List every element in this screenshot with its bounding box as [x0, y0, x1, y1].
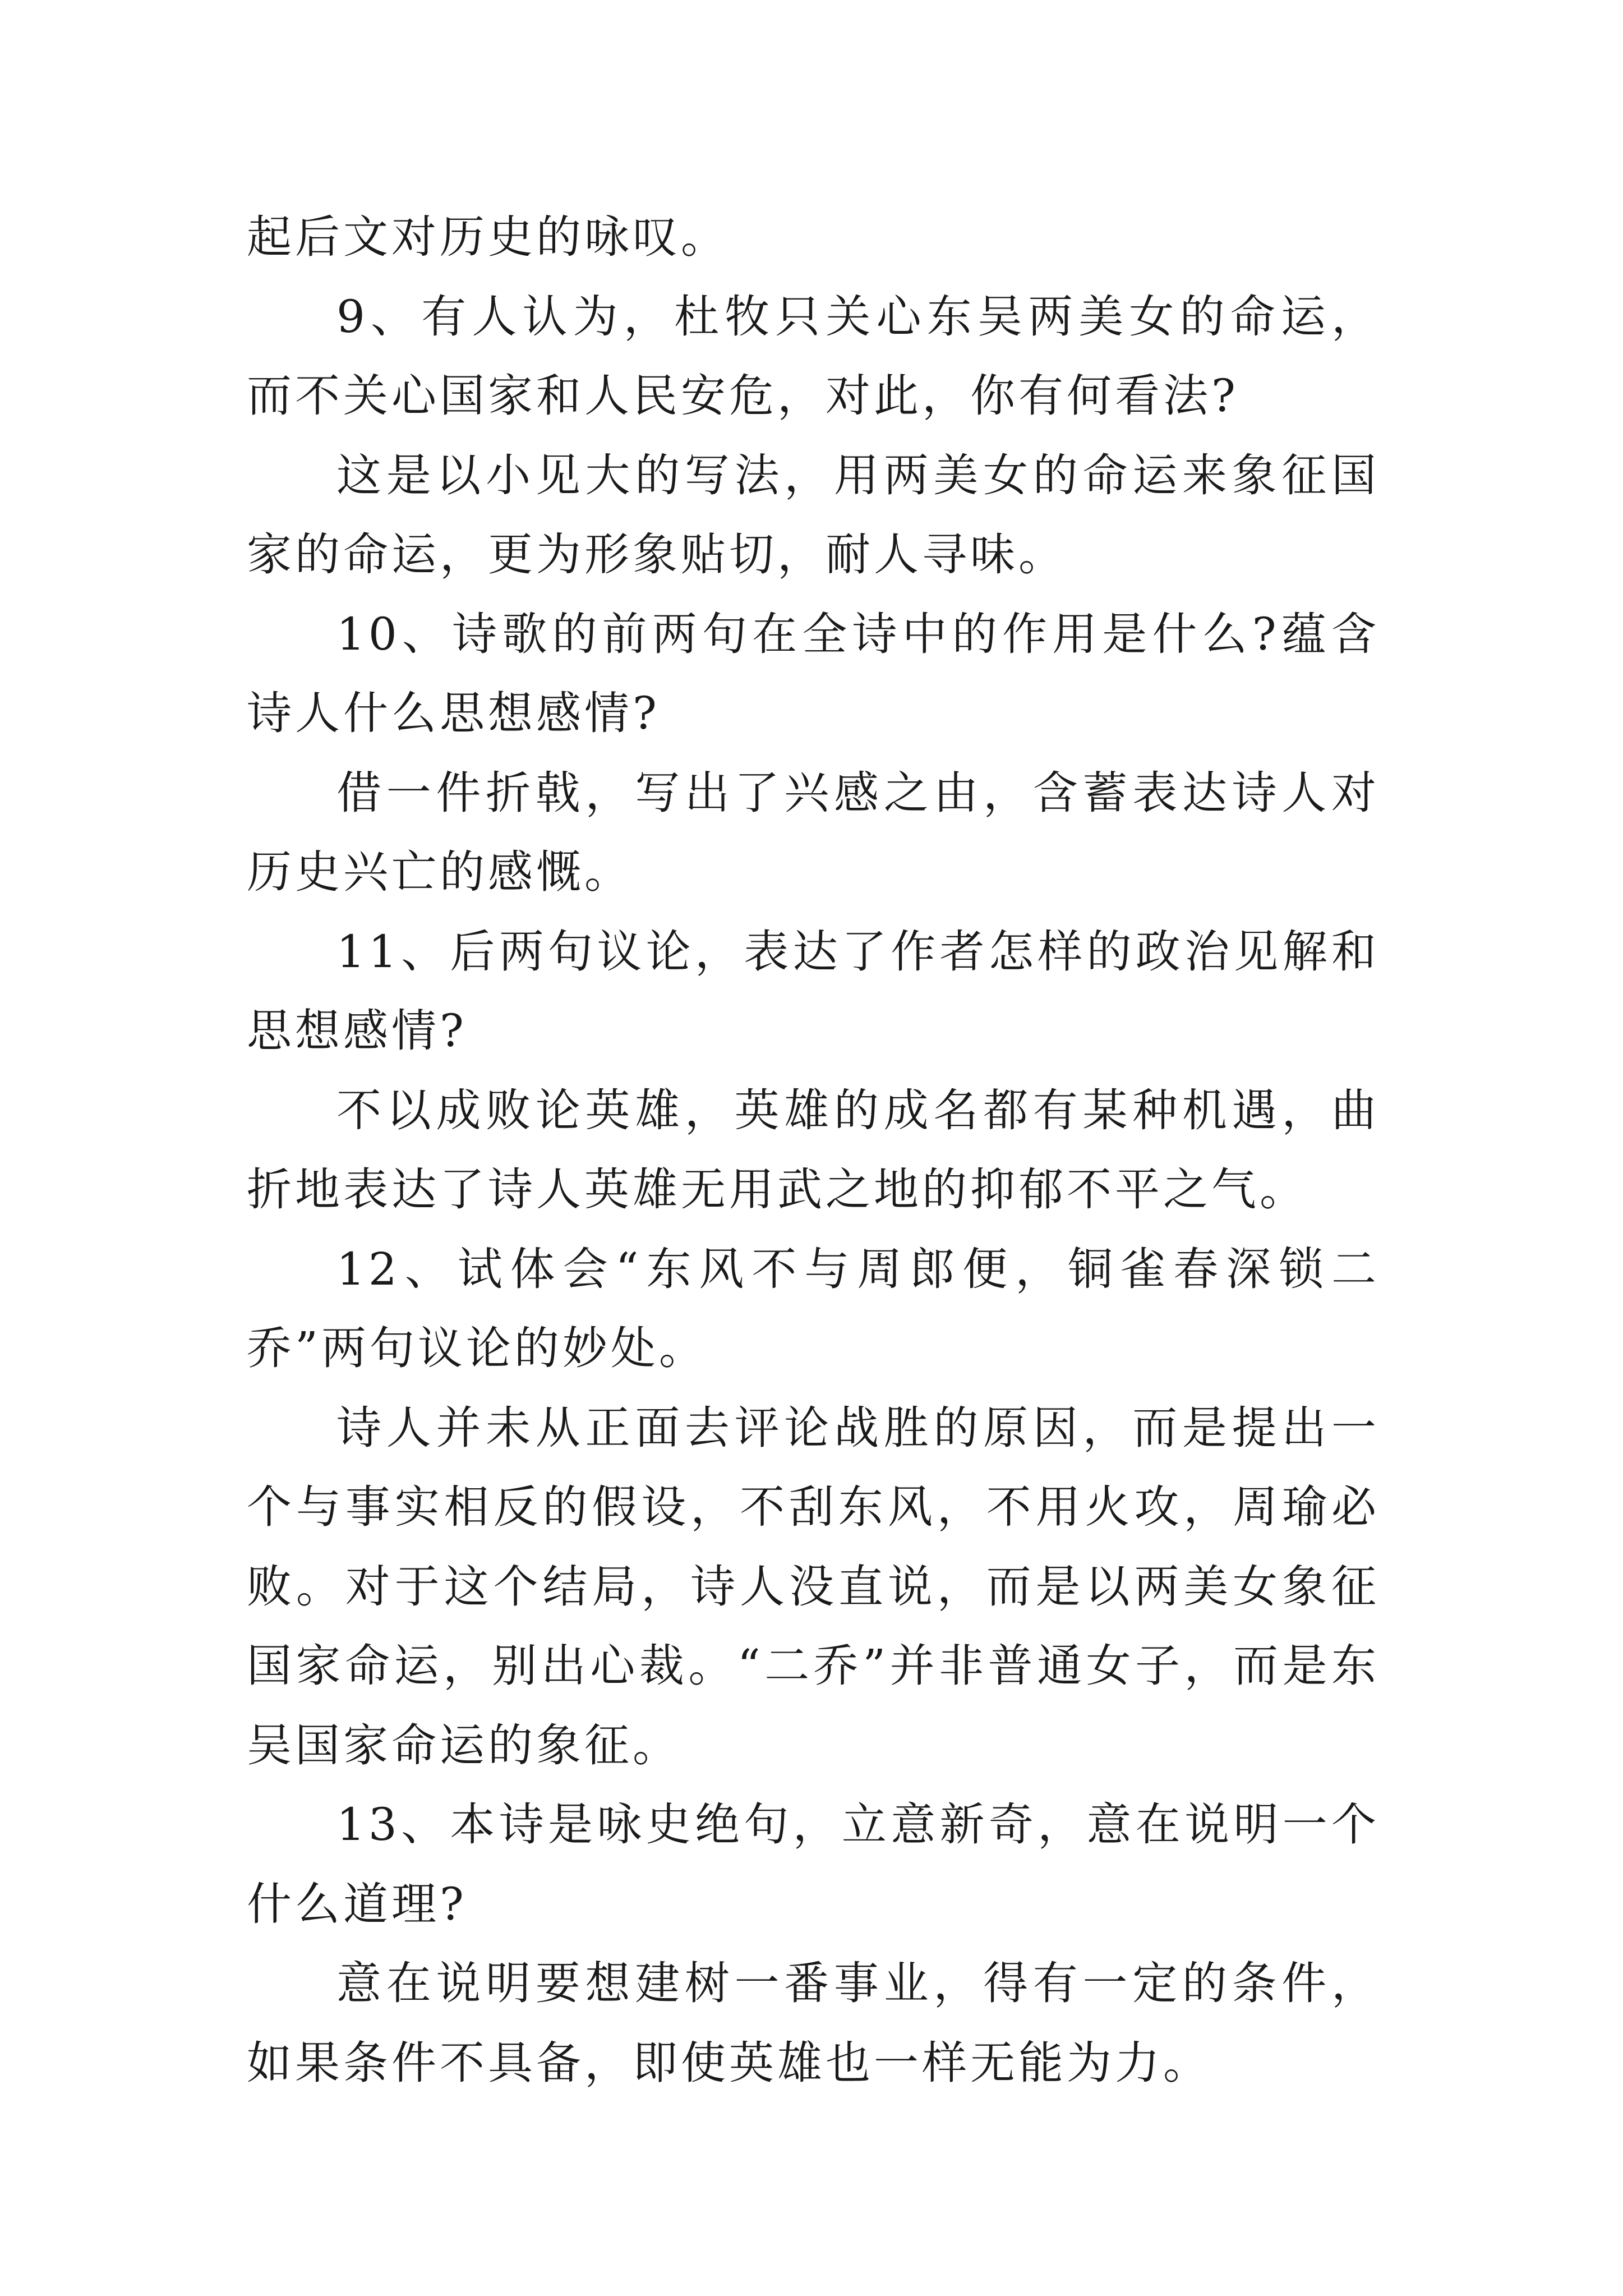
paragraph-continuation: 起后文对历史的咏叹。	[247, 211, 729, 263]
answer-9: 这是以小见大的写法，用两美女的命运来象征国家的命运，更为形象贴切，耐人寻味。	[247, 449, 1380, 581]
question-13: 13、本诗是咏史绝句，立意新奇，意在说明一个什么道理?	[247, 1798, 1380, 1930]
answer-11: 不以成败论英雄，英雄的成名都有某种机遇，曲折地表达了诗人英雄无用武之地的抑郁不平之气。	[247, 1084, 1380, 1216]
question-11: 11、后两句议论，表达了作者怎样的政治见解和思想感情?	[247, 925, 1380, 1057]
answer-10: 借一件折戟，写出了兴感之由，含蓄表达诗人对历史兴亡的感慨。	[247, 766, 1380, 898]
question-10: 10、诗歌的前两句在全诗中的作用是什么?蕴含诗人什么思想感情?	[247, 608, 1380, 739]
answer-13: 意在说明要想建树一番事业，得有一定的条件，如果条件不具备，即使英雄也一样无能为力。	[247, 1957, 1380, 2089]
question-12: 12、试体会“东风不与周郎便，铜雀春深锁二乔”两句议论的妙处。	[247, 1243, 1380, 1374]
document-body	[247, 197, 1380, 2102]
answer-12: 诗人并未从正面去评论战胜的原因，而是提出一个与事实相反的假设，不刮东风，不用火攻，周瑜必败。对于这个结局，诗人没直说，而是以两美女象征国家命运，别出心裁。“二乔”并非普通女子，而是东吴国家命运的象征。	[247, 1401, 1380, 1772]
question-9: 9、有人认为，杜牧只关心东吴两美女的命运，而不关心国家和人民安危，对此，你有何看法?	[247, 290, 1380, 422]
